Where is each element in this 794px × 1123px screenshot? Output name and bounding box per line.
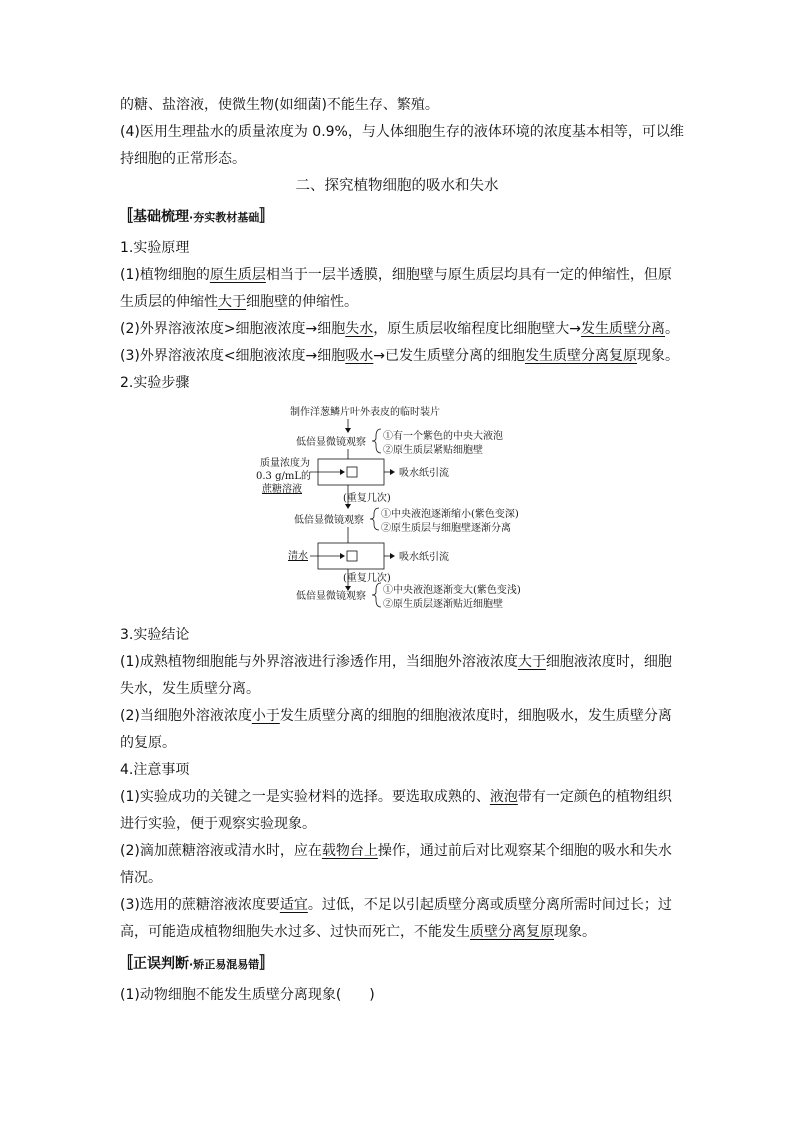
text: 操作，通过前后对比观察某个细胞的吸水和失水 — [377, 843, 672, 859]
text: 现象。 — [637, 348, 680, 364]
subsection-title: 4.注意事项 — [120, 762, 190, 778]
bracket-right: 〛 — [259, 206, 276, 225]
diagram-observe-3b: ②原生质层逐渐贴近细胞壁 — [383, 599, 503, 610]
text: 生质层的伸缩性 — [120, 294, 218, 310]
diagram-observe-3a: ①中央液泡逐渐变大(紫色变浅) — [383, 585, 521, 596]
bracket-left: 〚 — [117, 953, 134, 972]
diagram-observe-label: 低倍显微镜观察 — [296, 591, 366, 602]
underlined-answer: 小于 — [251, 708, 280, 724]
experiment-flow-diagram — [250, 403, 560, 613]
text: 现象。 — [554, 924, 596, 940]
diagram-paper-2: 吸水纸引流 — [399, 552, 449, 563]
underlined-answer: 吸水 — [345, 348, 374, 364]
section-tag-basics — [117, 206, 275, 228]
diagram-observe-1a: ①有一个紫色的中央大液泡 — [383, 431, 503, 442]
diagram-water: 清水 — [288, 551, 308, 562]
specimen-square-2 — [347, 551, 357, 561]
text: 带有一定颜色的植物组织 — [517, 789, 672, 805]
bracket-right: 〛 — [259, 953, 276, 972]
text: 细胞液浓度时，细胞 — [545, 654, 672, 670]
underlined-answer: 失水 — [345, 321, 374, 337]
diagram-solution-a: 质量浓度为 — [260, 458, 310, 469]
text: (2)外界溶液浓度>细胞液浓度→细胞 — [120, 321, 346, 337]
text: (3)选用的蔗糖溶液浓度要 — [120, 897, 280, 913]
specimen-square-1 — [347, 467, 357, 477]
judge-question: (1)动物细胞不能发生质壁分离现象( ) — [120, 987, 375, 1003]
text: 相当于一层半透膜，细胞壁与原生质层均具有一定的伸缩性，但原 — [265, 267, 672, 283]
text-line — [120, 265, 672, 285]
underlined-answer: 大于 — [517, 654, 546, 670]
text: 高，可能造成植物细胞失水过多、过快而死亡，不能发生 — [120, 924, 470, 940]
text-line — [120, 787, 672, 807]
text: (2)滴加蔗糖溶液或清水时，应在 — [120, 843, 322, 859]
tag-sub: ·夯实教材基础 — [189, 211, 260, 224]
underlined-answer: 适宜 — [279, 897, 308, 913]
subsection-title: 2.实验步骤 — [120, 375, 190, 391]
text-line: 失水，发生质壁分离。 — [120, 681, 260, 697]
tag-main: 基础梳理 — [133, 209, 190, 225]
text-line — [120, 292, 358, 312]
text: (3)外界溶液浓度<细胞液浓度→细胞 — [120, 348, 346, 364]
text-line: 的复原。 — [120, 735, 176, 751]
underlined-answer: 液泡 — [489, 789, 518, 805]
text: 。 — [665, 321, 680, 337]
text-line: 的糖、盐溶液，使微生物(如细菌)不能生存、繁殖。 — [120, 97, 439, 113]
text-line: 持细胞的正常形态。 — [120, 151, 246, 167]
underlined-answer: 发生质壁分离 — [581, 321, 666, 337]
diagram-repeat-1: (重复几次) — [343, 493, 391, 504]
text: 发生质壁分离的细胞的细胞液浓度时，细胞吸水，发生质壁分离 — [279, 708, 672, 724]
text: (1)成熟植物细胞能与外界溶液进行渗透作用，当细胞外溶液浓度 — [120, 654, 518, 670]
diagram-observe-2b: ②原生质层与细胞壁逐渐分离 — [381, 523, 511, 534]
bracket-left: 〚 — [117, 206, 134, 225]
text: (2)当细胞外溶液浓度 — [120, 708, 252, 724]
text-line — [120, 841, 672, 861]
diagram-solution-c: 蔗糖溶液 — [262, 484, 302, 495]
diagram-paper-1: 吸水纸引流 — [399, 468, 449, 479]
text-line — [120, 652, 672, 672]
tag-sub: ·矫正易混易错 — [189, 958, 260, 971]
text: 。过低，不足以引起质壁分离或质壁分离所需时间过长；过 — [307, 897, 672, 913]
subsection-title: 3.实验结论 — [120, 627, 190, 643]
text-line — [120, 346, 679, 366]
text-line — [120, 706, 672, 726]
diagram-top-label: 制作洋葱鳞片叶外表皮的临时装片 — [290, 407, 440, 418]
text-line: 进行实验，便于观察实验现象。 — [120, 816, 316, 832]
text: (1)实验成功的关键之一是实验材料的选择。要选取成熟的、 — [120, 789, 490, 805]
tag-main: 正误判断 — [133, 956, 190, 972]
subsection-title: 1.实验原理 — [120, 240, 190, 256]
text-line — [120, 319, 679, 339]
diagram-observe-label: 低倍显微镜观察 — [294, 515, 364, 526]
text-line — [120, 922, 596, 942]
section-title: 二、探究植物细胞的吸水和失水 — [295, 178, 499, 194]
diagram-observe-label: 低倍显微镜观察 — [296, 437, 366, 448]
underlined-answer: 质壁分离复原 — [470, 924, 554, 940]
underlined-answer: 载物台上 — [321, 843, 378, 859]
underlined-answer: 发生质壁分离复原 — [525, 348, 638, 364]
section-tag-judge — [117, 953, 275, 975]
text-line: (4)医用生理盐水的质量浓度为 0.9%，与人体细胞生存的液体环境的浓度基本相等，可以维 — [120, 124, 684, 140]
text: ，原生质层收缩程度比细胞壁大→ — [373, 321, 582, 337]
diagram-observe-2a: ①中央液泡逐渐缩小(紫色变深) — [381, 509, 519, 520]
diagram-observe-1b: ②原生质层紧贴细胞壁 — [383, 445, 483, 456]
underlined-answer: 大于 — [218, 294, 246, 310]
underlined-answer: 原生质层 — [209, 267, 266, 283]
text: (1)植物细胞的 — [120, 267, 210, 283]
text: 细胞壁的伸缩性。 — [246, 294, 358, 310]
diagram-solution-b: 0.3 g/mL的 — [256, 471, 311, 482]
diagram-repeat-2: (重复几次) — [343, 573, 391, 584]
text: →已发生质壁分离的细胞 — [373, 348, 526, 364]
text-line: 情况。 — [120, 870, 162, 886]
text-line — [120, 895, 672, 915]
